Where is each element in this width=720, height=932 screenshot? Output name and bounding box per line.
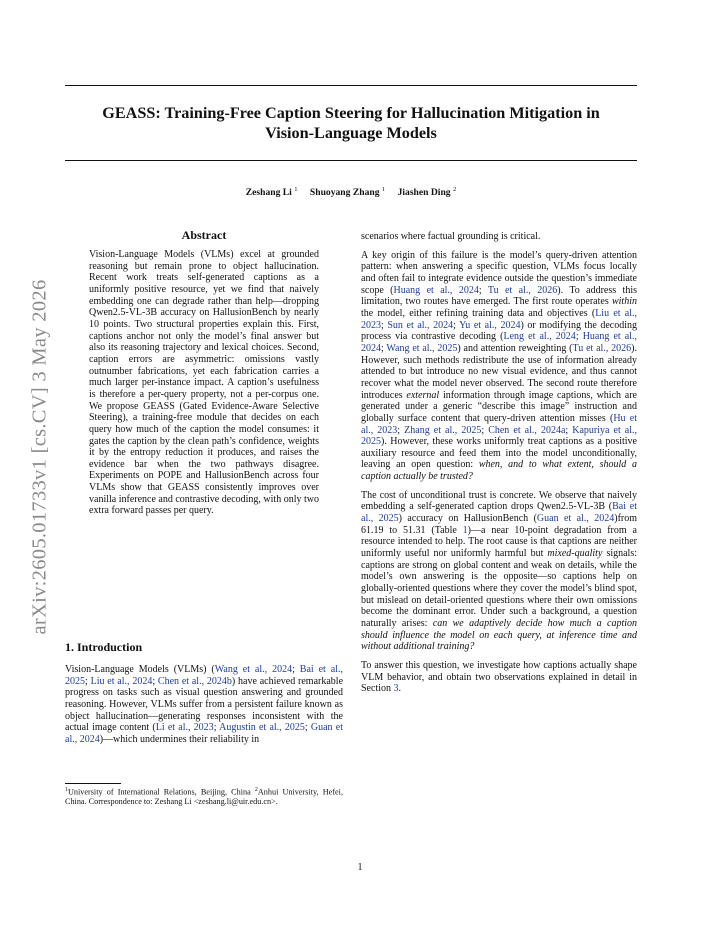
citation-link[interactable]: Augustin et al., 2025: [219, 722, 305, 734]
title-line-2: Vision-Language Models: [265, 124, 437, 142]
page-number: 1: [357, 862, 363, 873]
citation-link[interactable]: Huang et al., 2024: [393, 284, 479, 296]
citation-link[interactable]: Li et al., 2023: [155, 722, 214, 734]
footnote-marker: 2: [254, 787, 258, 793]
citation-link[interactable]: Guan et al., 2024: [536, 513, 615, 525]
emphasis-text: when, and to what extent, should a caption actually be trusted?: [361, 459, 637, 483]
footnote-marker: 1: [65, 787, 68, 793]
abstract-body: [89, 249, 319, 517]
citation-link[interactable]: Sun et al., 2024: [387, 319, 454, 331]
author-affiliation: 1: [294, 186, 298, 193]
citation-link[interactable]: Wang et al., 2025: [386, 342, 458, 354]
author-affiliation: 1: [381, 186, 386, 193]
section-heading: 1. Introduction: [65, 640, 143, 654]
emphasis-text: external: [406, 389, 440, 401]
citation-link[interactable]: Tu et al., 2026: [487, 284, 558, 296]
paper-title: [65, 103, 637, 143]
author-affiliation: 2: [453, 186, 457, 193]
footnote-rule: [65, 783, 121, 784]
intro-paragraph: Vision-Language Models (VLMs) (Wang et al., 2024; Bai et al., 2025; Liu et al., 2024; Chen et al., 2024b) have achieved remarkable progress on tasks such as visual question answering and grounded reasoning. However, VLMs suffer from a persistent failure known as object hallucination—generating responses inconsistent with the actual image content (Li et al., 2023; Augustin et al., 2025; Guan et al., 2024)—which undermines their reliability in: [65, 664, 344, 745]
citation-link[interactable]: 3: [393, 683, 399, 695]
citation-link[interactable]: Liu et al., 2024: [90, 675, 153, 687]
citation-link[interactable]: Tu et al., 2026: [572, 342, 632, 354]
title-line-1: GEASS: Training-Free Caption Steering for Hallucination Mitigation in: [102, 104, 600, 122]
paragraph-cost: The cost of unconditional trust is concrete. We observe that naively embedding a self-generated caption drops Qwen2.5-VL-3B (Bai et al., 2025) accuracy on HallusionBench (Guan et al., 2024)from 61.19 to 51.31 (Table 1)—a near 10-point degradation from a resource intended to help. The root cause is that captions are neither uniformly useful nor uniformly harmful but mixed-quality signals: captions are strong on global content and weak on details, while the model’s own answering is the opposite—so captions help on globally-oriented questions where they cover the model’s blind spot, but mislead on detail-oriented questions where their own omissions become the dominant error. Under such a background, a question naturally arises: can we adaptively decide how much a caption should influence the model on each query, at inference time and without additional training?: [361, 489, 638, 653]
author-name: Shuoyang Zhang: [309, 187, 380, 199]
intro-left-column: [65, 664, 343, 746]
author-name: Zeshang Li: [245, 187, 292, 199]
citation-link[interactable]: Chen et al., 2024a: [488, 424, 566, 436]
citation-link[interactable]: 1: [462, 524, 468, 536]
paragraph-answer: To answer this question, we investigate how captions actually shape VLM behavior, and obtain two observations explained in detail in Section 3.: [361, 659, 637, 695]
citation-link[interactable]: Liu et al., 2023: [361, 307, 638, 331]
citation-link[interactable]: Chen et al., 2024b: [157, 675, 232, 687]
paragraph-continuation: scenarios where factual grounding is critical.: [361, 231, 541, 242]
right-column: [361, 231, 637, 695]
citation-link[interactable]: Leng et al., 2024: [503, 331, 576, 343]
abstract-heading: Abstract: [181, 228, 227, 242]
citation-link[interactable]: Kapuriya et al., 2025: [361, 424, 638, 448]
citation-link[interactable]: Bai et al., 2025: [361, 501, 637, 525]
citation-link[interactable]: Hu et al., 2023: [361, 412, 637, 436]
emphasis-text: can we adaptively decide how much a caption should influence the model on each query, at inference time and without additional training?: [361, 618, 637, 653]
title-rule-top: [65, 85, 637, 86]
paragraph-key-origin: A key origin of this failure is the model’s query-driven attention pattern: when answering a specific question, VLMs focus locally and often fail to integrate evidence outside the question’s immediate scope (Huang et al., 2024; Tu et al., 2026). To address this limitation, two routes have emerged. The first route operates within the model, either refining training data and objectives (Liu et al., 2023; Sun et al., 2024; Yu et al., 2024) or modifying the decoding process via contrastive decoding (Leng et al., 2024; Huang et al., 2024; Wang et al., 2025) and attention reweighting (Tu et al., 2026). However, such methods redistribute the use of information already attended to but introduce no new visual evidence, and thus cannot recover what the model never observed. The second route therefore introduces external information through image captions, which are generated under a generic “describe this image” instruction and globally surface content that query-driven attention misses (Hu et al., 2023; Zhang et al., 2025; Chen et al., 2024a; Kapuriya et al., 2025). However, these works uniformly treat captions as a positive auxiliary resource and feed them into the model unconditionally, leaving an open question: when, and to what extent, should a caption actually be trusted?: [361, 249, 638, 483]
author-name: Jiashen Ding: [397, 187, 451, 199]
citation-link[interactable]: Zhang et al., 2025: [404, 424, 482, 436]
footnote: $^1$University of International Relations, Beijing, China $^2$Anhui University, Hefei, China. Correspondence to: Zeshang Li <zeshang.li@uir.edu.cn>.: [65, 787, 343, 807]
citation-link[interactable]: Yu et al., 2024: [459, 319, 521, 331]
citation-link[interactable]: Guan et al., 2024: [65, 722, 343, 745]
emphasis-text: within: [611, 296, 637, 308]
emphasis-text: mixed-quality: [547, 548, 603, 560]
author-list: [65, 186, 637, 198]
citation-link[interactable]: Huang et al., 2024: [361, 331, 638, 354]
citation-link[interactable]: Wang et al., 2024: [214, 664, 293, 675]
title-rule-bottom: [65, 160, 637, 161]
citation-link[interactable]: Bai et al., 2025: [65, 664, 343, 687]
abstract-text: Vision-Language Models (VLMs) excel at grounded reasoning but remain prone to object hallucination. Recent work treats self-generated captions as a uniformly positive resource, yet we find that naively embedding one can degrade rather than help—dropping Qwen2.5-VL-3B accuracy on HallusionBench by nearly 10 points. Two structural properties explain this. First, captions anchor not only the model’s final answer but also its reasoning trajectory and lexical choices. Second, caption errors are asymmetric: omissions vastly outnumber fabrications, yet each fabrication carries a much larger per-instance impact. A caption’s usefulness is therefore a per-query property, not a per-corpus one. We propose GEASS (Gated Evidence-Aware Selective Steering), a training-free module that decides on each query how much of the caption the model consumes: it gates the caption by the clean path’s confidence, weights it by the entropy reduction it produces, and raises the evidence bar when the two pathways disagree. Experiments on POPE and HallusionBench across four VLMs show that GEASS consistently improves over vanilla inference and contrastive decoding, with only two extra forward passes per query.: [89, 249, 319, 517]
arxiv-stamp: arXiv:2605.01733v1 [cs.CV] 3 May 2026: [28, 279, 51, 635]
